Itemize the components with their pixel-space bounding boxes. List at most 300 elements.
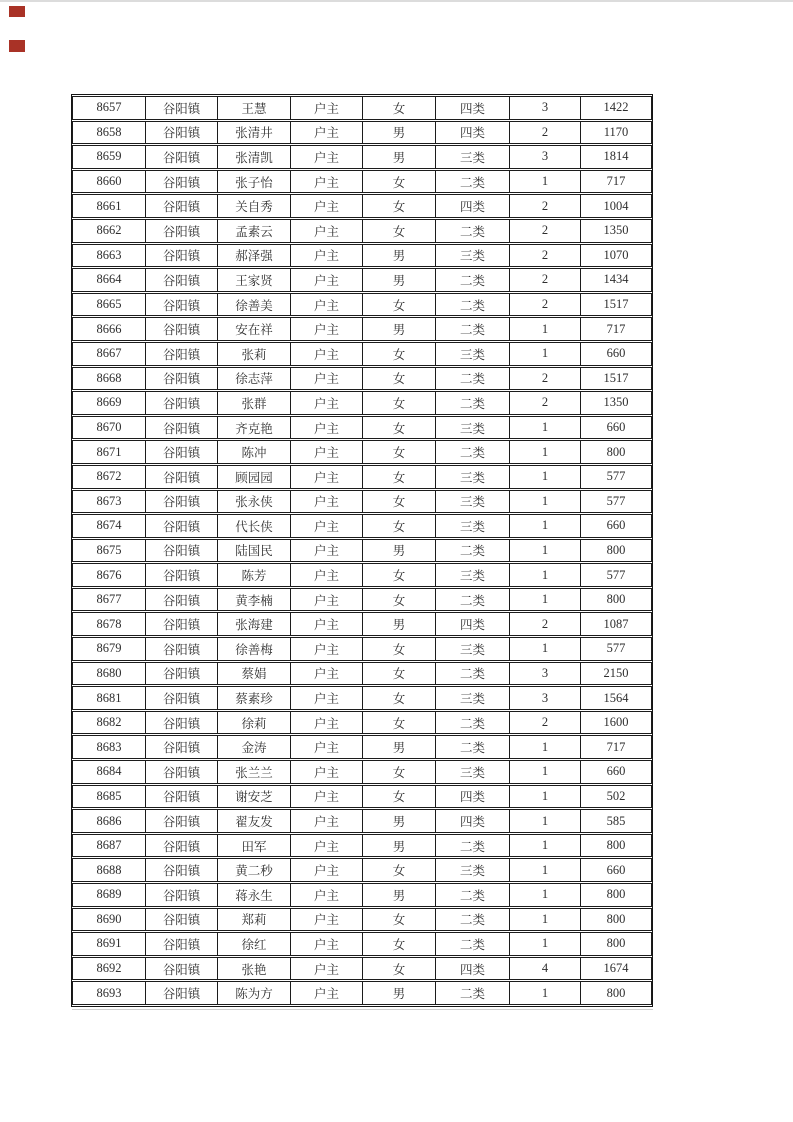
cell-gender: 女 [362, 391, 435, 415]
cell-category: 二类 [435, 317, 509, 341]
cell-amount: 660 [580, 514, 652, 538]
cell-serial-number: 8663 [72, 244, 145, 268]
table-row [72, 809, 652, 833]
cell-serial-number: 8667 [72, 342, 145, 366]
cell-town: 谷阳镇 [145, 563, 217, 587]
cell-name: 黄二秒 [217, 858, 290, 882]
cell-relation: 户主 [290, 268, 362, 292]
cell-town: 谷阳镇 [145, 588, 217, 612]
cell-category: 二类 [435, 662, 509, 686]
cell-name: 徐志萍 [217, 367, 290, 391]
cell-serial-number: 8659 [72, 145, 145, 169]
table-body [72, 96, 652, 1005]
cell-name: 张永侠 [217, 490, 290, 514]
page-top-edge-line [0, 0, 793, 2]
table-row [72, 367, 652, 391]
cell-person-count: 1 [509, 317, 580, 341]
table-row [72, 293, 652, 317]
red-mark-bottom [9, 40, 25, 52]
cell-category: 二类 [435, 391, 509, 415]
cell-relation: 户主 [290, 342, 362, 366]
cell-relation: 户主 [290, 170, 362, 194]
cell-relation: 户主 [290, 416, 362, 440]
cell-category: 三类 [435, 637, 509, 661]
cell-name: 齐克艳 [217, 416, 290, 440]
cell-relation: 户主 [290, 612, 362, 636]
cell-relation: 户主 [290, 440, 362, 464]
cell-gender: 男 [362, 809, 435, 833]
cell-serial-number: 8686 [72, 809, 145, 833]
cell-town: 谷阳镇 [145, 932, 217, 956]
cell-name: 张莉 [217, 342, 290, 366]
cell-person-count: 1 [509, 834, 580, 858]
cell-name: 王家贤 [217, 268, 290, 292]
cell-serial-number: 8674 [72, 514, 145, 538]
cell-amount: 1087 [580, 612, 652, 636]
cell-person-count: 1 [509, 342, 580, 366]
cell-town: 谷阳镇 [145, 514, 217, 538]
cell-relation: 户主 [290, 96, 362, 120]
table-row [72, 834, 652, 858]
cell-relation: 户主 [290, 539, 362, 563]
cell-person-count: 1 [509, 170, 580, 194]
cell-category: 四类 [435, 612, 509, 636]
cell-category: 二类 [435, 293, 509, 317]
cell-name: 徐善梅 [217, 637, 290, 661]
cell-amount: 717 [580, 170, 652, 194]
cell-category: 二类 [435, 588, 509, 612]
cell-person-count: 1 [509, 490, 580, 514]
cell-serial-number: 8673 [72, 490, 145, 514]
cell-amount: 800 [580, 883, 652, 907]
cell-name: 黄李楠 [217, 588, 290, 612]
cell-relation: 户主 [290, 686, 362, 710]
cell-amount: 800 [580, 440, 652, 464]
table-row [72, 858, 652, 882]
cell-person-count: 2 [509, 121, 580, 145]
table-row [72, 908, 652, 932]
cell-person-count: 3 [509, 96, 580, 120]
table-row [72, 686, 652, 710]
cell-name: 蒋永生 [217, 883, 290, 907]
cell-person-count: 4 [509, 957, 580, 981]
cell-amount: 577 [580, 465, 652, 489]
cell-relation: 户主 [290, 760, 362, 784]
cell-amount: 800 [580, 981, 652, 1005]
cell-name: 翟友发 [217, 809, 290, 833]
cell-category: 三类 [435, 342, 509, 366]
cell-name: 郝泽强 [217, 244, 290, 268]
cell-gender: 男 [362, 268, 435, 292]
cell-amount: 1422 [580, 96, 652, 120]
cell-serial-number: 8668 [72, 367, 145, 391]
cell-town: 谷阳镇 [145, 391, 217, 415]
cell-relation: 户主 [290, 858, 362, 882]
cell-gender: 女 [362, 490, 435, 514]
cell-category: 三类 [435, 686, 509, 710]
cell-category: 三类 [435, 563, 509, 587]
cell-town: 谷阳镇 [145, 170, 217, 194]
cell-relation: 户主 [290, 563, 362, 587]
cell-town: 谷阳镇 [145, 440, 217, 464]
table-row [72, 121, 652, 145]
table-row [72, 785, 652, 809]
cell-person-count: 3 [509, 145, 580, 169]
cell-town: 谷阳镇 [145, 539, 217, 563]
cell-amount: 800 [580, 908, 652, 932]
cell-amount: 1350 [580, 391, 652, 415]
cell-category: 四类 [435, 96, 509, 120]
cell-person-count: 1 [509, 981, 580, 1005]
cell-person-count: 2 [509, 367, 580, 391]
cell-category: 四类 [435, 121, 509, 145]
cell-relation: 户主 [290, 317, 362, 341]
cell-amount: 2150 [580, 662, 652, 686]
cell-serial-number: 8671 [72, 440, 145, 464]
cell-town: 谷阳镇 [145, 662, 217, 686]
cell-relation: 户主 [290, 367, 362, 391]
cell-gender: 男 [362, 612, 435, 636]
cell-town: 谷阳镇 [145, 957, 217, 981]
cell-serial-number: 8689 [72, 883, 145, 907]
cell-name: 谢安芝 [217, 785, 290, 809]
cell-person-count: 3 [509, 686, 580, 710]
cell-serial-number: 8690 [72, 908, 145, 932]
cell-serial-number: 8682 [72, 711, 145, 735]
cell-relation: 户主 [290, 588, 362, 612]
cell-relation: 户主 [290, 711, 362, 735]
cell-amount: 800 [580, 932, 652, 956]
cell-person-count: 1 [509, 760, 580, 784]
cell-amount: 502 [580, 785, 652, 809]
cell-category: 三类 [435, 416, 509, 440]
table-row [72, 981, 652, 1005]
cell-town: 谷阳镇 [145, 908, 217, 932]
cell-amount: 577 [580, 563, 652, 587]
cell-town: 谷阳镇 [145, 809, 217, 833]
cell-name: 徐善美 [217, 293, 290, 317]
cell-amount: 800 [580, 539, 652, 563]
cell-category: 二类 [435, 219, 509, 243]
cell-category: 三类 [435, 858, 509, 882]
cell-category: 二类 [435, 440, 509, 464]
cell-amount: 585 [580, 809, 652, 833]
cell-town: 谷阳镇 [145, 883, 217, 907]
cell-serial-number: 8687 [72, 834, 145, 858]
cell-gender: 男 [362, 121, 435, 145]
cell-category: 二类 [435, 268, 509, 292]
table-row [72, 268, 652, 292]
cell-serial-number: 8666 [72, 317, 145, 341]
cell-amount: 660 [580, 416, 652, 440]
cell-serial-number: 8681 [72, 686, 145, 710]
next-row-cutoff-line [72, 1009, 653, 1011]
cell-person-count: 2 [509, 293, 580, 317]
table-row [72, 490, 652, 514]
cell-gender: 女 [362, 96, 435, 120]
cell-relation: 户主 [290, 809, 362, 833]
cell-serial-number: 8685 [72, 785, 145, 809]
cell-amount: 660 [580, 342, 652, 366]
cell-category: 二类 [435, 170, 509, 194]
cell-amount: 1350 [580, 219, 652, 243]
cell-gender: 女 [362, 662, 435, 686]
cell-amount: 1564 [580, 686, 652, 710]
cell-amount: 800 [580, 588, 652, 612]
cell-category: 二类 [435, 932, 509, 956]
cell-town: 谷阳镇 [145, 686, 217, 710]
cell-gender: 男 [362, 317, 435, 341]
cell-person-count: 1 [509, 735, 580, 759]
cell-person-count: 2 [509, 711, 580, 735]
cell-relation: 户主 [290, 785, 362, 809]
cell-relation: 户主 [290, 194, 362, 218]
household-roster-table [71, 94, 653, 1007]
cell-gender: 女 [362, 711, 435, 735]
table-row [72, 317, 652, 341]
cell-name: 徐莉 [217, 711, 290, 735]
cell-serial-number: 8679 [72, 637, 145, 661]
cell-serial-number: 8661 [72, 194, 145, 218]
cell-category: 三类 [435, 514, 509, 538]
cell-name: 关自秀 [217, 194, 290, 218]
cell-gender: 女 [362, 563, 435, 587]
cell-amount: 1517 [580, 367, 652, 391]
cell-town: 谷阳镇 [145, 785, 217, 809]
cell-name: 张群 [217, 391, 290, 415]
cell-name: 田军 [217, 834, 290, 858]
cell-relation: 户主 [290, 735, 362, 759]
cell-gender: 女 [362, 957, 435, 981]
cell-serial-number: 8692 [72, 957, 145, 981]
cell-amount: 1004 [580, 194, 652, 218]
cell-gender: 女 [362, 760, 435, 784]
cell-gender: 女 [362, 686, 435, 710]
cell-serial-number: 8664 [72, 268, 145, 292]
cell-serial-number: 8662 [72, 219, 145, 243]
cell-gender: 男 [362, 883, 435, 907]
cell-person-count: 1 [509, 637, 580, 661]
cell-town: 谷阳镇 [145, 293, 217, 317]
cell-gender: 女 [362, 170, 435, 194]
cell-gender: 女 [362, 858, 435, 882]
cell-category: 四类 [435, 194, 509, 218]
cell-person-count: 1 [509, 440, 580, 464]
cell-amount: 660 [580, 760, 652, 784]
table-row [72, 932, 652, 956]
cell-category: 二类 [435, 981, 509, 1005]
cell-name: 陈为方 [217, 981, 290, 1005]
cell-relation: 户主 [290, 908, 362, 932]
cell-person-count: 1 [509, 932, 580, 956]
cell-relation: 户主 [290, 490, 362, 514]
cell-town: 谷阳镇 [145, 760, 217, 784]
cell-gender: 女 [362, 588, 435, 612]
cell-name: 顾园园 [217, 465, 290, 489]
cell-category: 三类 [435, 465, 509, 489]
cell-serial-number: 8688 [72, 858, 145, 882]
cell-category: 三类 [435, 244, 509, 268]
cell-amount: 660 [580, 858, 652, 882]
cell-serial-number: 8669 [72, 391, 145, 415]
table-row [72, 145, 652, 169]
table-row [72, 539, 652, 563]
cell-person-count: 1 [509, 416, 580, 440]
cell-person-count: 1 [509, 514, 580, 538]
cell-relation: 户主 [290, 293, 362, 317]
cell-town: 谷阳镇 [145, 981, 217, 1005]
table-row [72, 391, 652, 415]
cell-serial-number: 8665 [72, 293, 145, 317]
cell-category: 二类 [435, 367, 509, 391]
cell-gender: 女 [362, 440, 435, 464]
cell-serial-number: 8677 [72, 588, 145, 612]
table-row [72, 416, 652, 440]
cell-amount: 1170 [580, 121, 652, 145]
cell-relation: 户主 [290, 637, 362, 661]
cell-gender: 女 [362, 219, 435, 243]
cell-relation: 户主 [290, 121, 362, 145]
cell-serial-number: 8678 [72, 612, 145, 636]
cell-name: 陈芳 [217, 563, 290, 587]
cell-name: 孟素云 [217, 219, 290, 243]
cell-category: 二类 [435, 908, 509, 932]
cell-person-count: 1 [509, 883, 580, 907]
cell-gender: 女 [362, 293, 435, 317]
cell-relation: 户主 [290, 932, 362, 956]
cell-gender: 男 [362, 834, 435, 858]
cell-person-count: 2 [509, 194, 580, 218]
cell-town: 谷阳镇 [145, 367, 217, 391]
cell-gender: 女 [362, 785, 435, 809]
cell-town: 谷阳镇 [145, 834, 217, 858]
cell-serial-number: 8670 [72, 416, 145, 440]
table-row [72, 612, 652, 636]
cell-serial-number: 8693 [72, 981, 145, 1005]
table-row [72, 662, 652, 686]
table-row [72, 194, 652, 218]
cell-gender: 女 [362, 367, 435, 391]
cell-serial-number: 8676 [72, 563, 145, 587]
cell-category: 三类 [435, 145, 509, 169]
cell-name: 蔡素珍 [217, 686, 290, 710]
cell-category: 四类 [435, 957, 509, 981]
cell-amount: 717 [580, 735, 652, 759]
table-row [72, 760, 652, 784]
cell-name: 张艳 [217, 957, 290, 981]
cell-gender: 女 [362, 416, 435, 440]
cell-serial-number: 8658 [72, 121, 145, 145]
cell-person-count: 2 [509, 219, 580, 243]
cell-gender: 女 [362, 932, 435, 956]
cell-person-count: 1 [509, 539, 580, 563]
cell-relation: 户主 [290, 981, 362, 1005]
cell-name: 张清井 [217, 121, 290, 145]
cell-town: 谷阳镇 [145, 490, 217, 514]
cell-gender: 女 [362, 194, 435, 218]
cell-gender: 女 [362, 908, 435, 932]
cell-relation: 户主 [290, 834, 362, 858]
cell-serial-number: 8691 [72, 932, 145, 956]
cell-town: 谷阳镇 [145, 342, 217, 366]
cell-amount: 577 [580, 637, 652, 661]
table-row [72, 735, 652, 759]
cell-person-count: 2 [509, 268, 580, 292]
table-row [72, 711, 652, 735]
cell-person-count: 3 [509, 662, 580, 686]
cell-category: 三类 [435, 760, 509, 784]
table-row [72, 514, 652, 538]
cell-town: 谷阳镇 [145, 96, 217, 120]
cell-serial-number: 8675 [72, 539, 145, 563]
cell-relation: 户主 [290, 391, 362, 415]
cell-town: 谷阳镇 [145, 858, 217, 882]
cell-category: 四类 [435, 785, 509, 809]
cell-town: 谷阳镇 [145, 465, 217, 489]
cell-relation: 户主 [290, 244, 362, 268]
cell-person-count: 1 [509, 785, 580, 809]
cell-person-count: 1 [509, 809, 580, 833]
cell-relation: 户主 [290, 514, 362, 538]
cell-name: 代长侠 [217, 514, 290, 538]
cell-name: 张海建 [217, 612, 290, 636]
cell-serial-number: 8684 [72, 760, 145, 784]
cell-serial-number: 8672 [72, 465, 145, 489]
cell-town: 谷阳镇 [145, 612, 217, 636]
cell-serial-number: 8683 [72, 735, 145, 759]
cell-name: 徐红 [217, 932, 290, 956]
red-mark-top [9, 6, 25, 17]
cell-gender: 男 [362, 981, 435, 1005]
cell-name: 陈冲 [217, 440, 290, 464]
cell-gender: 女 [362, 342, 435, 366]
cell-name: 张兰兰 [217, 760, 290, 784]
cell-gender: 男 [362, 735, 435, 759]
cell-person-count: 1 [509, 858, 580, 882]
table-row [72, 588, 652, 612]
cell-town: 谷阳镇 [145, 637, 217, 661]
cell-category: 四类 [435, 809, 509, 833]
cell-category: 二类 [435, 711, 509, 735]
cell-amount: 1517 [580, 293, 652, 317]
cell-gender: 男 [362, 539, 435, 563]
cell-amount: 717 [580, 317, 652, 341]
cell-town: 谷阳镇 [145, 121, 217, 145]
cell-person-count: 1 [509, 588, 580, 612]
cell-gender: 男 [362, 244, 435, 268]
cell-category: 二类 [435, 883, 509, 907]
cell-name: 陆国民 [217, 539, 290, 563]
table-row [72, 563, 652, 587]
cell-name: 王慧 [217, 96, 290, 120]
cell-amount: 577 [580, 490, 652, 514]
cell-person-count: 1 [509, 908, 580, 932]
cell-town: 谷阳镇 [145, 735, 217, 759]
cell-person-count: 1 [509, 465, 580, 489]
table-row [72, 440, 652, 464]
cell-amount: 1070 [580, 244, 652, 268]
cell-town: 谷阳镇 [145, 194, 217, 218]
cell-gender: 女 [362, 637, 435, 661]
cell-town: 谷阳镇 [145, 268, 217, 292]
table-row [72, 465, 652, 489]
cell-amount: 1600 [580, 711, 652, 735]
cell-serial-number: 8680 [72, 662, 145, 686]
cell-town: 谷阳镇 [145, 244, 217, 268]
table-row [72, 342, 652, 366]
cell-name: 蔡娟 [217, 662, 290, 686]
cell-category: 三类 [435, 490, 509, 514]
